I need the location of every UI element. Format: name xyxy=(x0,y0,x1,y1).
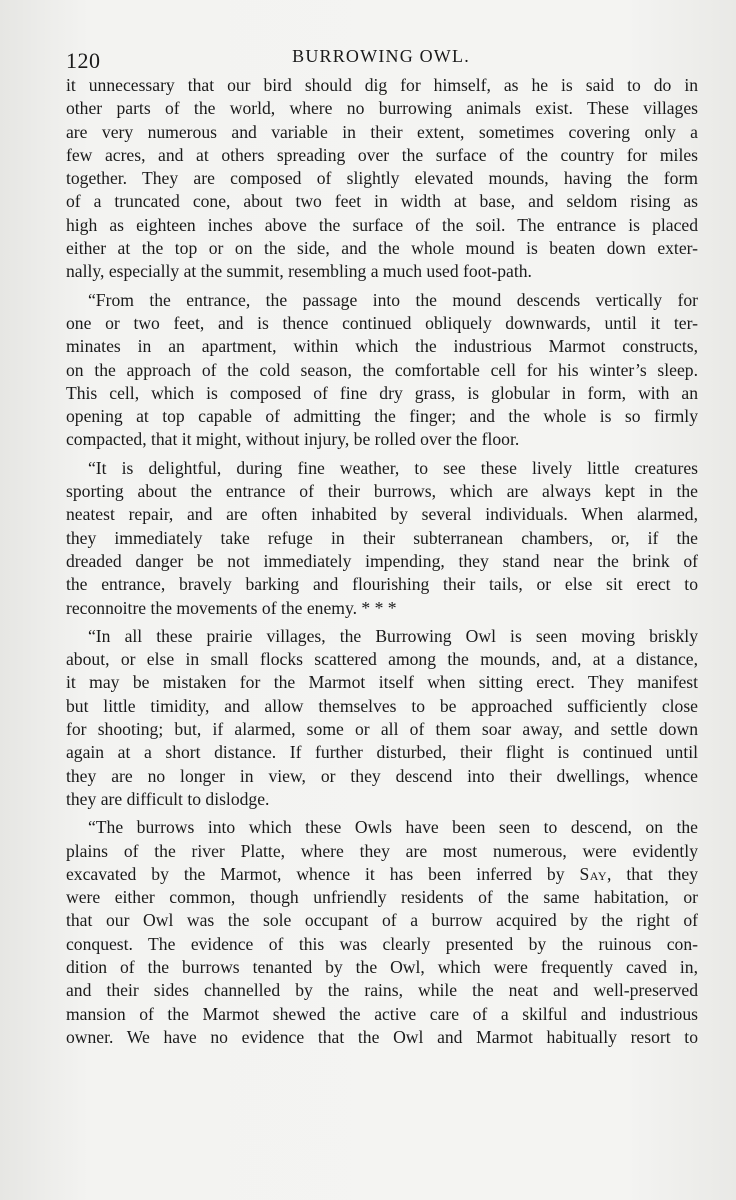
text-line: about, or else in small flocks scattered among the mounds, and, at a distance, xyxy=(66,649,698,670)
text-line: dreaded danger be not immediately impending, they stand near the brink of xyxy=(66,550,698,571)
paragraph xyxy=(66,625,698,811)
paragraph xyxy=(66,289,698,452)
text-line: “From the entrance, the passage into the mound descends vertically for xyxy=(88,289,698,310)
page-number: 120 xyxy=(66,48,101,73)
text-line: plains of the river Platte, where they are most numerous, were evidently xyxy=(66,840,698,861)
author-name: Say xyxy=(579,863,608,884)
paragraph xyxy=(66,74,698,284)
text-line: other parts of the world, where no burrowing animals exist. These villages xyxy=(66,98,698,119)
text-line: together. They are composed of slightly elevated mounds, having the form xyxy=(66,168,698,189)
text-line: one or two feet, and is thence continued obliquely downwards, until it ter- xyxy=(66,312,698,333)
text-line: dition of the burrows tenanted by the Owl, which were frequently caved in, xyxy=(66,956,698,977)
text-line: were either common, though unfriendly residents of the same habitation, or xyxy=(66,887,698,908)
text-line: that our Owl was the sole occupant of a burrow acquired by the right of xyxy=(66,910,698,931)
text-line: it may be mistaken for the Marmot itself when sitting erect. They manifest xyxy=(66,672,698,693)
text-line: “In all these prairie villages, the Burrowing Owl is seen moving briskly xyxy=(88,625,698,646)
text-line: opening at top capable of admitting the finger; and the whole is so firmly xyxy=(66,406,698,427)
body-text xyxy=(66,74,698,1049)
text-line: the entrance, bravely barking and flourishing their tails, or else sit erect to xyxy=(66,574,698,595)
text-line: conquest. The evidence of this was clearly presented by the ruinous con- xyxy=(66,933,698,954)
text-line: This cell, which is composed of fine dry grass, is globular in form, with an xyxy=(66,382,698,403)
page-header xyxy=(66,46,696,76)
text-line: “The burrows into which these Owls have been seen to descend, on the xyxy=(88,817,698,838)
text-line: high as eighteen inches above the surface of the soil. The entrance is placed xyxy=(66,214,698,235)
text-line: they immediately take refuge in their subterranean chambers, or, if the xyxy=(66,527,698,548)
text-line: mansion of the Marmot shewed the active care of a skilful and industrious xyxy=(66,1003,698,1024)
text-line: of a truncated cone, about two feet in width at base, and seldom rising as xyxy=(66,191,698,212)
text-line: sporting about the entrance of their burrows, which are always kept in the xyxy=(66,481,698,502)
text-line: few acres, and at others spreading over the surface of the country for miles xyxy=(66,144,698,165)
text-line: excavated by the Marmot, whence it has been inferred by Say, that they xyxy=(66,863,698,884)
text-line: “It is delightful, during fine weather, to see these lively little creatures xyxy=(88,457,698,478)
text-line: minates in an apartment, within which the industrious Marmot constructs, xyxy=(66,336,698,357)
text-line: they are difficult to dislodge. xyxy=(66,788,270,809)
text-line: neatest repair, and are often inhabited by several individuals. When alarmed, xyxy=(66,504,698,525)
text-line: either at the top or on the side, and the whole mound is beaten down exter- xyxy=(66,238,698,259)
text-line: they are no longer in view, or they descend into their dwellings, whence xyxy=(66,765,698,786)
text-line: reconnoitre the movements of the enemy. * * * xyxy=(66,597,397,618)
paragraph xyxy=(66,816,698,1049)
text-line: compacted, that it might, without injury, be rolled over the floor. xyxy=(66,429,520,450)
text-line: for shooting; but, if alarmed, some or all of them soar away, and settle down xyxy=(66,719,698,740)
text-line: but little timidity, and allow themselves to be approached sufficiently close xyxy=(66,695,698,716)
text-line: again at a short distance. If further disturbed, their flight is continued until xyxy=(66,742,698,763)
paragraph xyxy=(66,457,698,620)
text-line: on the approach of the cold season, the comfortable cell for his winter’s sleep. xyxy=(66,359,698,380)
text-line: are very numerous and variable in their extent, sometimes covering only a xyxy=(66,121,698,142)
running-head: BURROWING OWL. xyxy=(292,46,470,66)
text-line: it unnecessary that our bird should dig for himself, as he is said to do in xyxy=(66,75,698,95)
text-line: owner. We have no evidence that the Owl and Marmot habitually resort to xyxy=(66,1026,698,1047)
text-line: and their sides channelled by the rains, while the neat and well-preserved xyxy=(66,980,698,1001)
text-line: nally, especially at the summit, resembling a much used foot-path. xyxy=(66,261,532,282)
